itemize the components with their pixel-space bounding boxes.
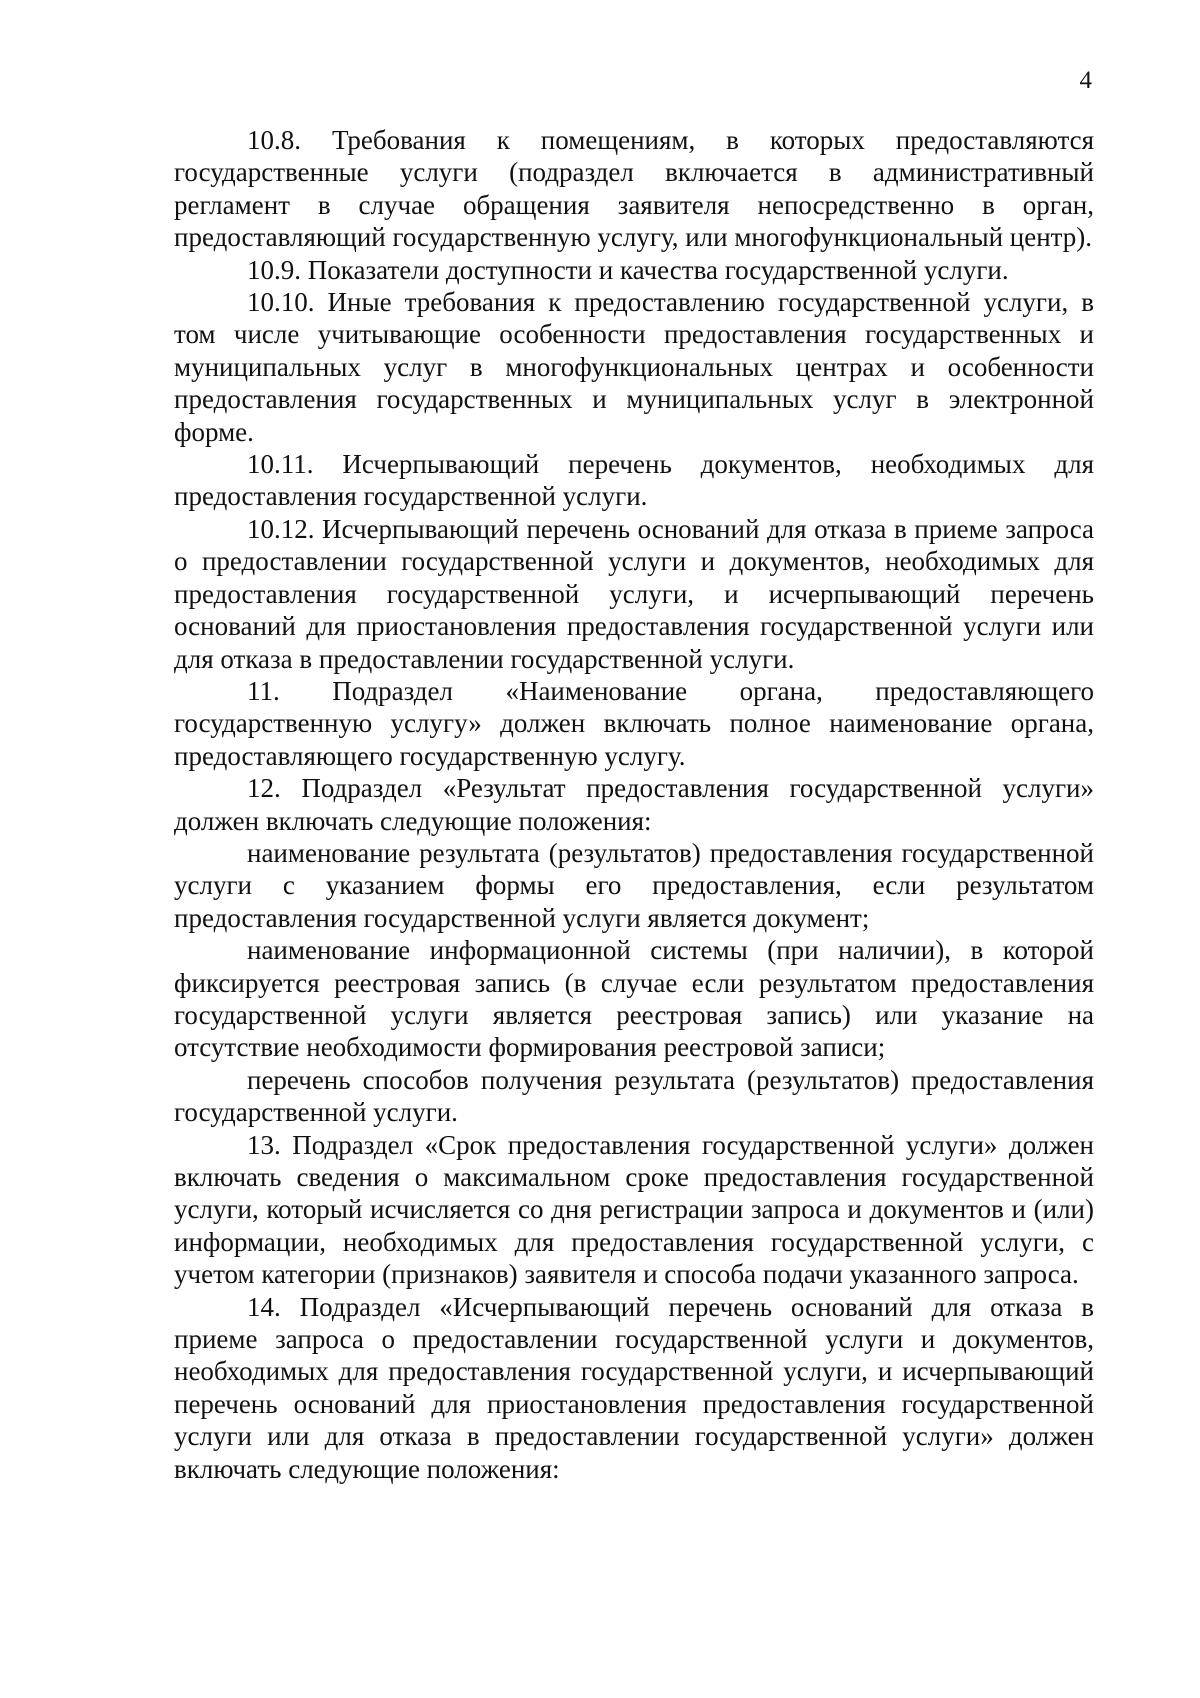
paragraph-12-item-receipt-methods: перечень способов получения результата (результатов) предоставления государственной услуги. <box>174 1064 1094 1128</box>
document-body <box>174 124 1094 1485</box>
page-number: 4 <box>1079 67 1092 94</box>
paragraph-10-10: 10.10. Иные требования к предоставлению государственной услуги, в том числе учитывающие особенности предоставления государственных и муниципальных услуг в многофункциональных центрах и особенности предоставления государственных и муниципальных услуг в электронной форме. <box>174 287 1094 447</box>
paragraph-10-9: 10.9. Показатели доступности и качества государственной услуги. <box>247 254 1009 285</box>
paragraph-10-8: 10.8. Требования к помещениям, в которых предоставляются государственные услуги (подраздел включается в административный регламент в случае обращения заявителя непосредственно в орган, предоставляющий государственную услугу, или многофункциональный центр). <box>174 125 1094 253</box>
paragraph-12-item-info-system: наименование информационной системы (при наличии), в которой фиксируется реестровая запись (в случае если результатом предоставления государственной услуги является реестровая запись) или указание на отсутствие необходимости формирования реестровой записи; <box>174 935 1094 1063</box>
paragraph-10-11: 10.11. Исчерпывающий перечень документов, необходимых для предоставления государственной услуги. <box>174 449 1094 512</box>
paragraph-12: 12. Подраздел «Результат предоставления государственной услуги» должен включать следующие положения: <box>174 773 1094 836</box>
paragraph-12-item-result-name: наименование результата (результатов) предоставления государственной услуги с указанием формы его предоставления, если результатом предоставления государственной услуги является документ; <box>174 837 1094 933</box>
paragraph-13: 13. Подраздел «Срок предоставления государственной услуги» должен включать сведения о максимальном сроке предоставления государственной услуги, который исчисляется со дня регистрации запроса и документов и (или) информации, необходимых для предоставления государственной услуги, с учетом категории (признаков) заявителя и способа подачи указанного запроса. <box>174 1129 1094 1290</box>
paragraph-10-12: 10.12. Исчерпывающий перечень оснований для отказа в приеме запроса о предоставлении государственной услуги и документов, необходимых для предоставления государственной услуги, и исчерпывающий перечень оснований для приостановления предоставления государственной услуги или для отказа в предоставлении государственной услуги. <box>174 513 1094 674</box>
paragraph-11: 11. Подраздел «Наименование органа, предоставляющего государственную услугу» должен включать полное наименование органа, предоставляющего государственную услугу. <box>174 675 1094 771</box>
paragraph-14: 14. Подраздел «Исчерпывающий перечень оснований для отказа в приеме запроса о предоставлении государственной услуги и документов, необходимых для предоставления государственной услуги, и исчерпывающий перечень оснований для приостановления предоставления государственной услуги или для отказа в предоставлении государственной услуги» должен включать следующие положения: <box>174 1291 1094 1484</box>
